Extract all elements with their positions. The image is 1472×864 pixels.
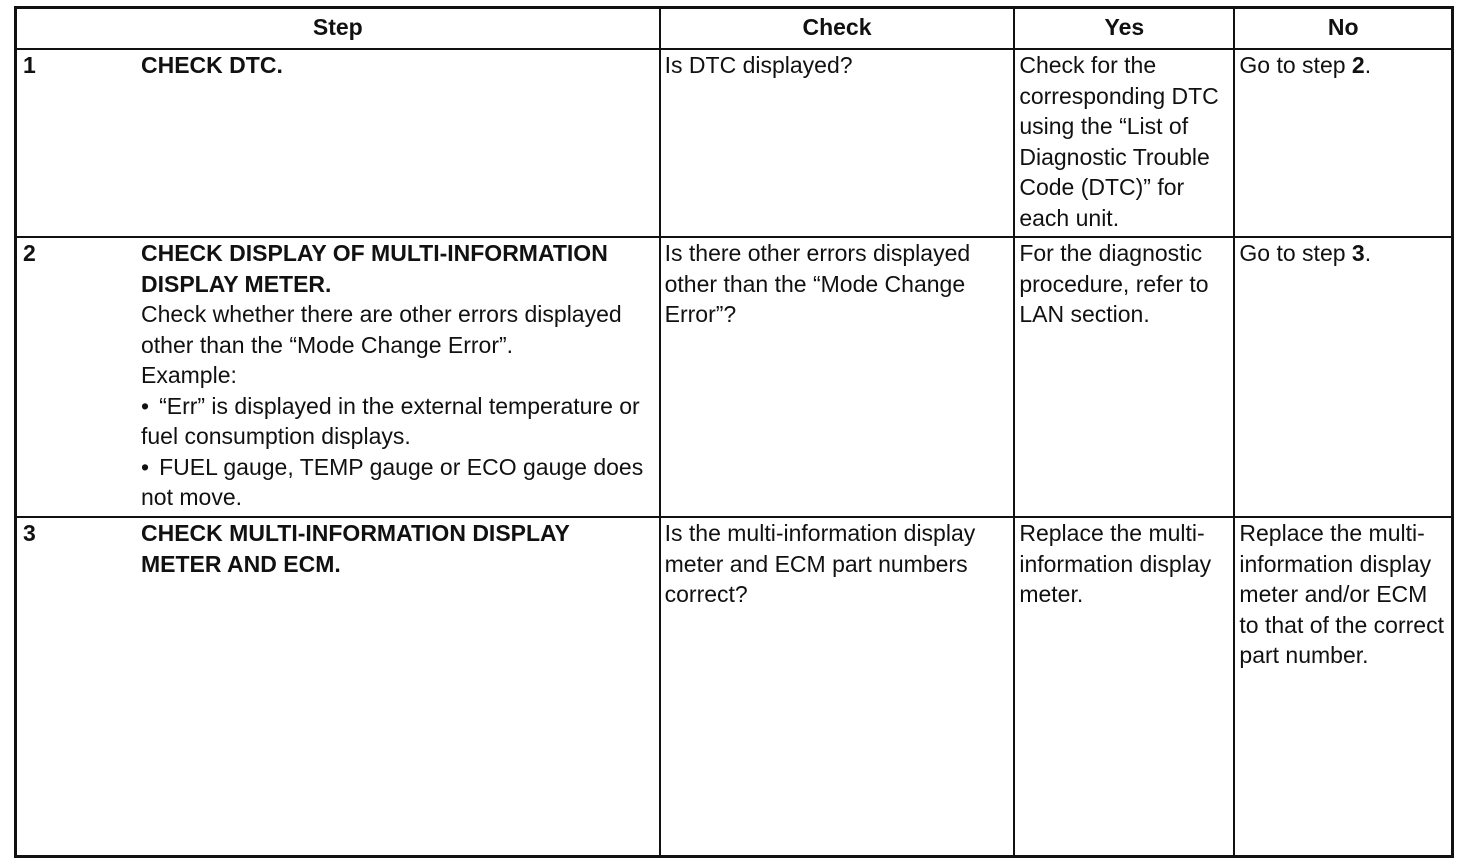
step-cell	[16, 517, 660, 857]
yes-cell: Replace the multi-information display meter.	[1014, 517, 1234, 857]
header-check: Check	[660, 8, 1015, 50]
yes-cell: Check for the corresponding DTC using the “List of Diagnostic Trouble Code (DTC)” for each unit.	[1014, 49, 1234, 237]
no-cell: Replace the multi-information display meter and/or ECM to that of the correct part number.	[1234, 517, 1452, 857]
no-text: Go to step	[1239, 240, 1352, 266]
check-cell: Is there other errors displayed other than the “Mode Change Error”?	[660, 237, 1015, 517]
step-title: CHECK DISPLAY OF MULTI-INFORMATION DISPLAY METER.	[141, 240, 608, 297]
step-title: CHECK DTC.	[141, 52, 283, 78]
table-row	[16, 237, 1453, 517]
step-cell	[16, 49, 660, 237]
no-cell	[1234, 49, 1452, 237]
no-suffix: .	[1364, 52, 1372, 78]
yes-cell: For the diagnostic procedure, refer to LAN section.	[1014, 237, 1234, 517]
step-number: 2	[23, 240, 36, 266]
step-number: 1	[23, 52, 36, 78]
step-description: Check whether there are other errors displayed other than the “Mode Change Error”.	[141, 301, 622, 358]
step-title: CHECK MULTI-INFORMATION DISPLAY METER AND ECM.	[141, 520, 570, 577]
header-yes: Yes	[1014, 8, 1234, 50]
diagnostic-table	[14, 6, 1454, 858]
bullet-item: • “Err” is displayed in the external temperature or fuel consumption displays.	[141, 391, 655, 452]
table-row	[16, 49, 1453, 237]
example-label: Example:	[141, 362, 237, 388]
check-cell: Is DTC displayed?	[660, 49, 1015, 237]
bullet-item: • FUEL gauge, TEMP gauge or ECO gauge does not move.	[141, 452, 655, 513]
no-suffix: .	[1364, 240, 1372, 266]
no-cell	[1234, 237, 1452, 517]
step-number: 3	[23, 520, 36, 546]
no-step-link: 3	[1351, 240, 1365, 266]
step-cell	[16, 237, 660, 517]
table-row	[16, 517, 1453, 857]
header-step: Step	[16, 8, 660, 50]
check-cell: Is the multi-information display meter and ECM part numbers correct?	[660, 517, 1015, 857]
no-text: Go to step	[1239, 52, 1352, 78]
header-no: No	[1234, 8, 1452, 50]
header-row	[16, 8, 1453, 50]
no-step-link: 2	[1351, 52, 1365, 78]
